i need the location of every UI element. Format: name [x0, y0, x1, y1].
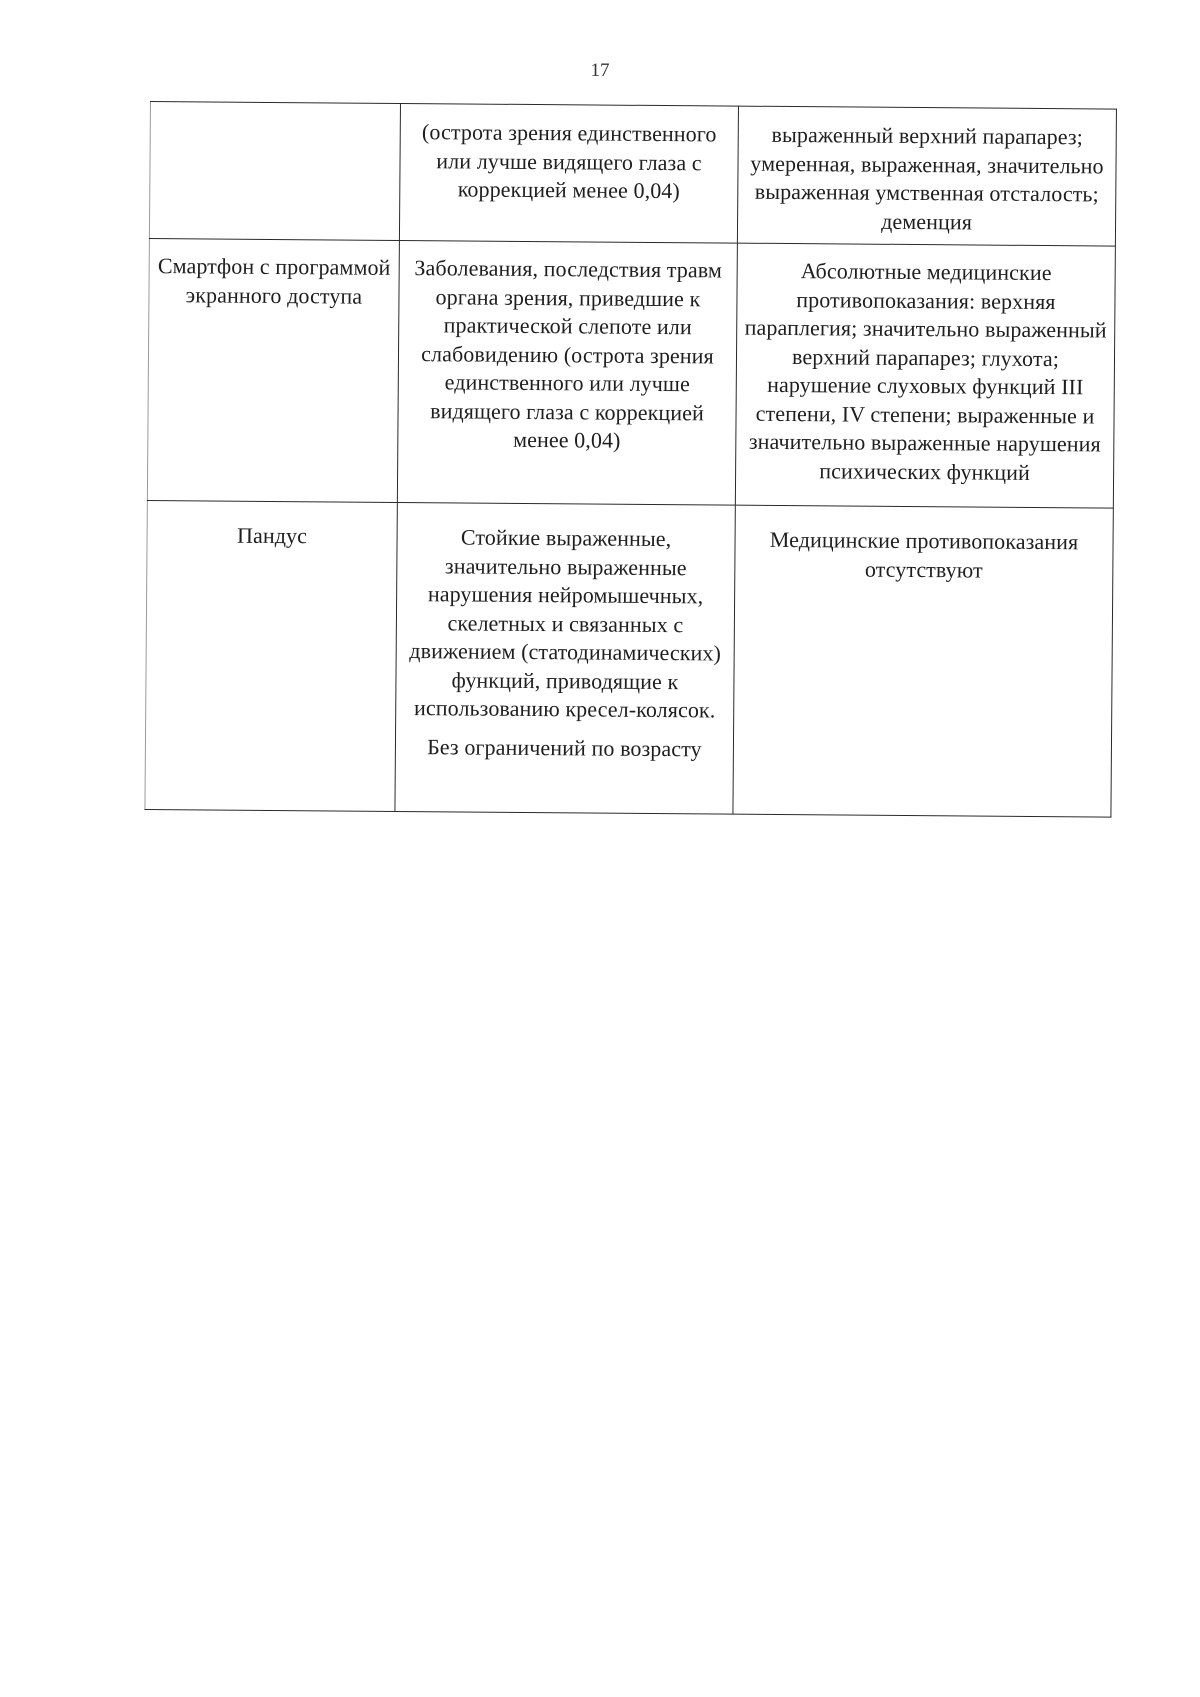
contraindications-cell: выраженный верхний парапарез; умеренная, выраженная, значительно выраженная умственная отсталость; деменция	[737, 106, 1116, 246]
requirements-table	[144, 101, 1117, 818]
contraindications-cell: Абсолютные медицинские противопоказания: верхняя параплегия; значительно выраженный верхний парапарез; глухота; нарушение слуховых функций III степени, IV степени; выраженные и значительно выраженные нарушения психических функций	[735, 243, 1115, 508]
page-number: 17	[590, 60, 610, 81]
indications-text: (острота зрения единственного или лучше видящего глаза с коррекцией менее 0,04)	[421, 119, 717, 204]
contraindications-cell: Медицинские противопоказания отсутствуют	[733, 505, 1113, 817]
table-row	[149, 102, 1116, 247]
indications-cell	[399, 103, 738, 243]
device-cell	[149, 102, 400, 241]
indications-cell	[395, 502, 735, 814]
device-cell: Пандус	[145, 500, 397, 811]
device-cell: Смартфон с программой экранного доступа	[147, 238, 399, 502]
age-restriction-text: Без ограничений по возрасту	[427, 733, 702, 761]
indications-text: Стойкие выраженные, значительно выраженные нарушения нейромышечных, скелетных и связанных с движением (статодинамических) функций, приводящие к использованию кресел-колясок.	[409, 524, 722, 723]
indications-cell	[397, 240, 737, 505]
table-row	[145, 500, 1113, 817]
indications-text: Заболевания, последствия травм органа зрения, приведшие к практической слепоте или слабовидению (острота зрения единственного или лучше видящего глаза с коррекцией менее 0,04)	[414, 255, 723, 453]
table-row	[147, 238, 1115, 508]
